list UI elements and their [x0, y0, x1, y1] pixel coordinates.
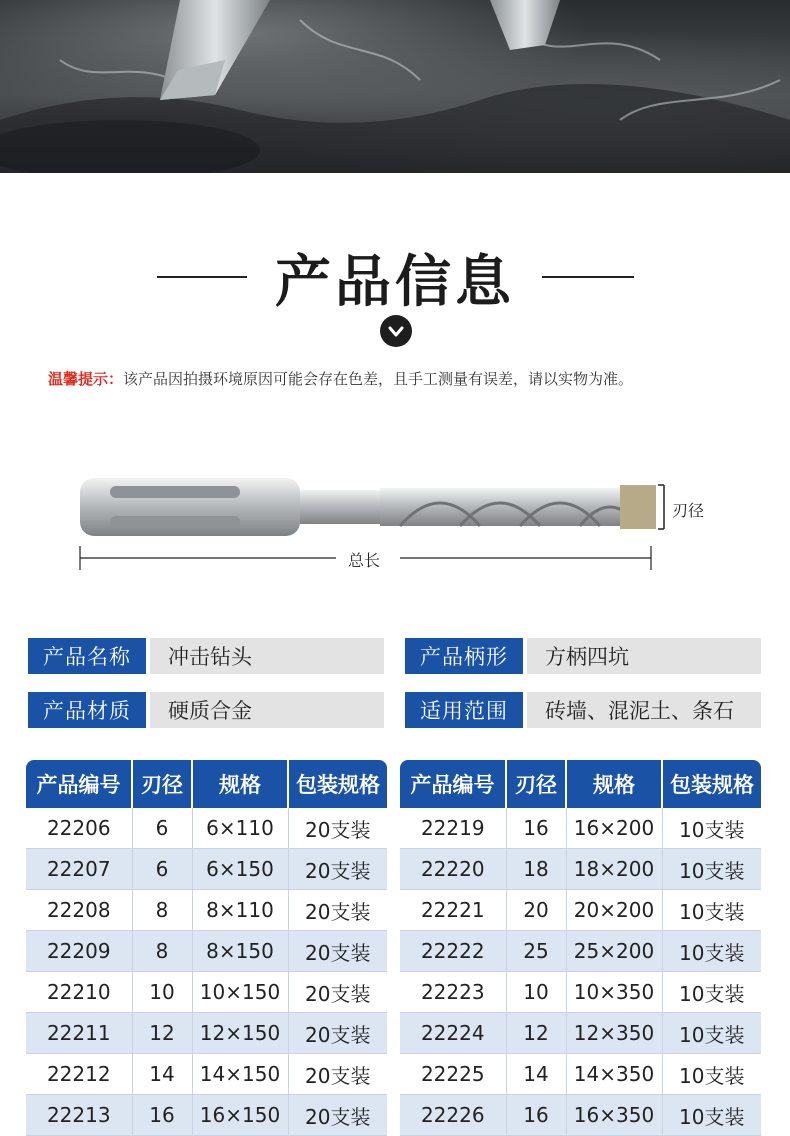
cell-diameter: 18 — [506, 849, 566, 890]
spec-table-left — [26, 760, 387, 1136]
cell-spec: 14×150 — [192, 1054, 288, 1095]
chevron-down-icon — [380, 315, 412, 347]
cell-diameter: 16 — [506, 808, 566, 849]
total-length-label: 总长 — [348, 548, 380, 571]
cell-package: 10支装 — [662, 1013, 761, 1054]
notice-text: 该产品因拍摄环境原因可能会存在色差，且手工测量有误差，请以实物为准。 — [123, 370, 634, 388]
cell-diameter: 20 — [506, 890, 566, 931]
cell-code: 22223 — [400, 972, 506, 1013]
table-row — [26, 931, 387, 972]
cell-diameter: 8 — [132, 931, 192, 972]
notice — [48, 368, 633, 389]
blade-diameter-label: 刃径 — [672, 498, 704, 521]
info-product-name — [28, 638, 384, 674]
cell-code: 22219 — [400, 808, 506, 849]
cell-package: 20支装 — [288, 1054, 387, 1095]
cell-code: 22207 — [26, 849, 132, 890]
table-row — [400, 890, 761, 931]
cell-code: 22210 — [26, 972, 132, 1013]
info-key: 产品材质 — [28, 692, 146, 728]
cell-code: 22221 — [400, 890, 506, 931]
table-row — [400, 808, 761, 849]
table-row — [26, 849, 387, 890]
cell-diameter: 12 — [132, 1013, 192, 1054]
info-key: 产品柄形 — [405, 638, 523, 674]
cell-diameter: 16 — [506, 1095, 566, 1136]
cell-diameter: 14 — [132, 1054, 192, 1095]
hero-banner-image — [0, 0, 790, 173]
table-row — [26, 1095, 387, 1136]
table-row — [26, 1013, 387, 1054]
cell-spec: 10×350 — [566, 972, 662, 1013]
table-row — [400, 931, 761, 972]
info-material — [28, 692, 384, 728]
info-key: 产品名称 — [28, 638, 146, 674]
cell-package: 20支装 — [288, 931, 387, 972]
cell-spec: 16×350 — [566, 1095, 662, 1136]
info-value: 硬质合金 — [150, 692, 384, 728]
cell-package: 10支装 — [662, 808, 761, 849]
info-scope — [405, 692, 761, 728]
cell-spec: 10×150 — [192, 972, 288, 1013]
cell-diameter: 12 — [506, 1013, 566, 1054]
cell-package: 20支装 — [288, 890, 387, 931]
section-title: 产品信息 — [275, 250, 515, 315]
cell-diameter: 16 — [132, 1095, 192, 1136]
cell-code: 22226 — [400, 1095, 506, 1136]
table-row — [26, 890, 387, 931]
cell-package: 20支装 — [288, 849, 387, 890]
spec-table-right — [400, 760, 761, 1136]
col-header-diameter: 刃径 — [506, 760, 566, 808]
cell-spec: 16×150 — [192, 1095, 288, 1136]
col-header-package: 包装规格 — [288, 760, 387, 808]
cell-code: 22213 — [26, 1095, 132, 1136]
cell-diameter: 25 — [506, 931, 566, 972]
cell-spec: 18×200 — [566, 849, 662, 890]
cell-package: 20支装 — [288, 1095, 387, 1136]
cell-spec: 20×200 — [566, 890, 662, 931]
cell-code: 22209 — [26, 931, 132, 972]
cell-code: 22211 — [26, 1013, 132, 1054]
cell-spec: 6×150 — [192, 849, 288, 890]
cell-spec: 8×150 — [192, 931, 288, 972]
notice-label: 温馨提示： — [48, 370, 124, 388]
table-row — [26, 808, 387, 849]
rock-texture-graphic — [0, 0, 790, 173]
table-row — [400, 1013, 761, 1054]
cell-diameter: 10 — [506, 972, 566, 1013]
cell-code: 22208 — [26, 890, 132, 931]
info-value: 冲击钻头 — [150, 638, 384, 674]
info-key: 适用范围 — [405, 692, 523, 728]
cell-diameter: 14 — [506, 1054, 566, 1095]
cell-package: 20支装 — [288, 1013, 387, 1054]
cell-code: 22225 — [400, 1054, 506, 1095]
col-header-spec: 规格 — [566, 760, 662, 808]
table-row — [400, 972, 761, 1013]
col-header-package: 包装规格 — [662, 760, 761, 808]
table-row — [400, 849, 761, 890]
table-row — [26, 972, 387, 1013]
cell-code: 22212 — [26, 1054, 132, 1095]
info-value: 方柄四坑 — [527, 638, 761, 674]
cell-diameter: 8 — [132, 890, 192, 931]
cell-spec: 12×150 — [192, 1013, 288, 1054]
cell-spec: 25×200 — [566, 931, 662, 972]
table-row — [26, 1054, 387, 1095]
cell-package: 10支装 — [662, 972, 761, 1013]
cell-package: 20支装 — [288, 972, 387, 1013]
table-row — [400, 1095, 761, 1136]
cell-diameter: 6 — [132, 808, 192, 849]
col-header-code: 产品编号 — [26, 760, 132, 808]
cell-spec: 8×110 — [192, 890, 288, 931]
cell-code: 22220 — [400, 849, 506, 890]
cell-spec: 12×350 — [566, 1013, 662, 1054]
table-row — [400, 1054, 761, 1095]
drill-bit-diagram — [60, 440, 790, 580]
cell-package: 10支装 — [662, 890, 761, 931]
col-header-diameter: 刃径 — [132, 760, 192, 808]
col-header-spec: 规格 — [192, 760, 288, 808]
cell-package: 20支装 — [288, 808, 387, 849]
cell-spec: 6×110 — [192, 808, 288, 849]
cell-diameter: 6 — [132, 849, 192, 890]
cell-package: 10支装 — [662, 1054, 761, 1095]
col-header-code: 产品编号 — [400, 760, 506, 808]
info-value: 砖墙、混泥土、条石 — [527, 692, 761, 728]
cell-code: 22224 — [400, 1013, 506, 1054]
cell-spec: 14×350 — [566, 1054, 662, 1095]
cell-diameter: 10 — [132, 972, 192, 1013]
cell-code: 22206 — [26, 808, 132, 849]
cell-package: 10支装 — [662, 1095, 761, 1136]
cell-package: 10支装 — [662, 931, 761, 972]
cell-code: 22222 — [400, 931, 506, 972]
cell-spec: 16×200 — [566, 808, 662, 849]
info-shank-type — [405, 638, 761, 674]
cell-package: 10支装 — [662, 849, 761, 890]
